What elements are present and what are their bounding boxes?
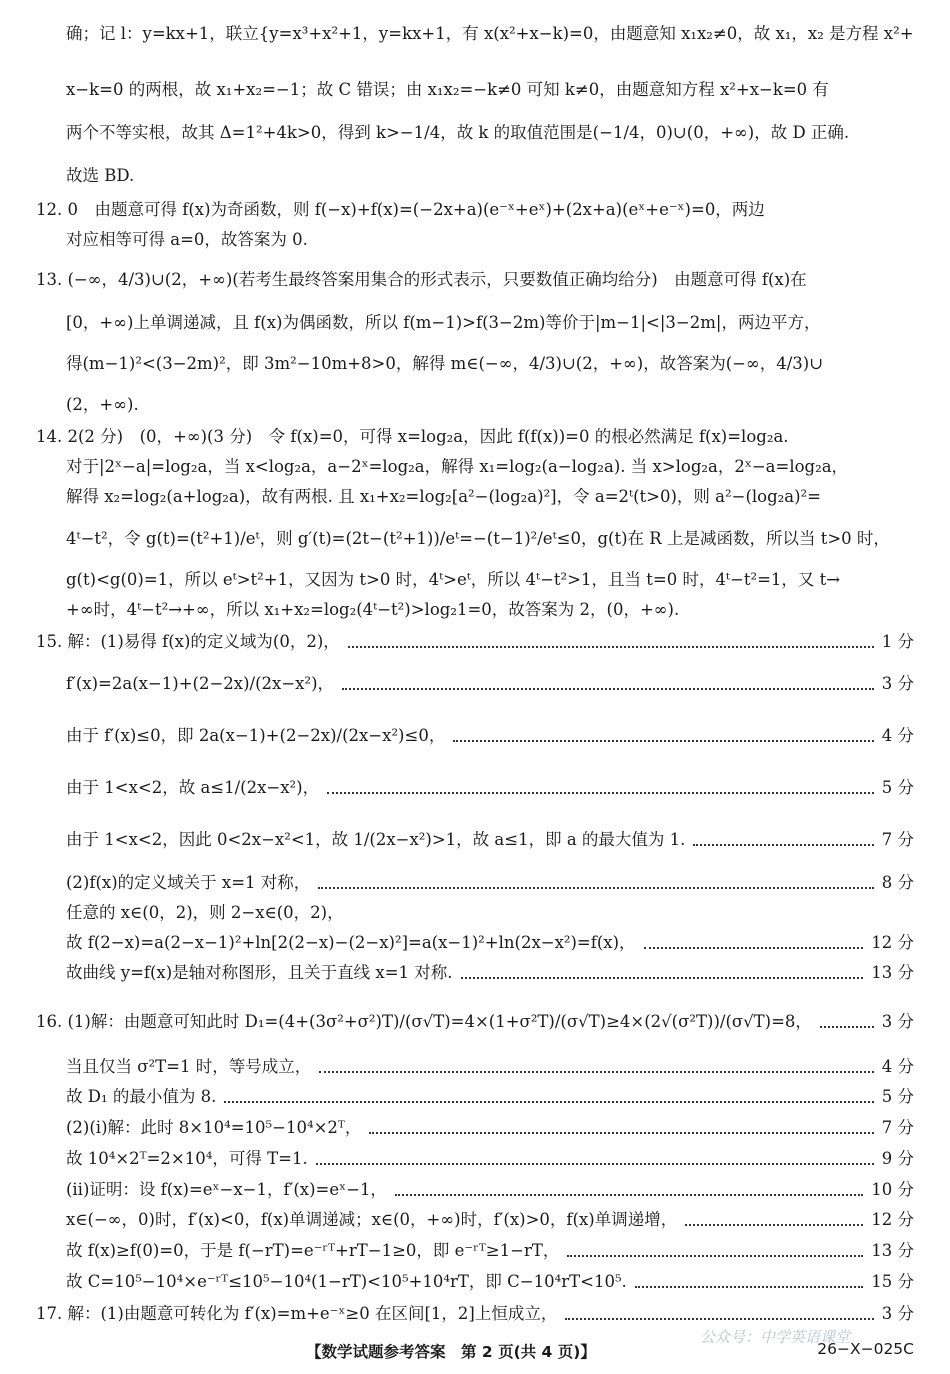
line-text: 得(m−1)²<(3−2m)²，即 3m²−10m+8>0，解得 m∈(−∞，4/3)∪(2，+∞)，故答案为(−∞，4/3)∪ (66, 354, 824, 373)
points-label: 5 分 (881, 778, 914, 797)
points-label: 7 分 (881, 1118, 914, 1137)
scored-step-line (66, 1116, 914, 1140)
line-text: 当且仅当 σ²T=1 时，等号成立， (66, 1057, 312, 1076)
points-label: 13 分 (871, 1241, 914, 1260)
points-label: 3 分 (881, 1304, 914, 1323)
text-line (66, 311, 914, 335)
points-label: 9 分 (881, 1149, 914, 1168)
line-text: 16. (1)解：由题意可知此时 D₁=(4+(3σ²+σ²)T)/(σ√T)=4×(1+σ²T)/(σ√T)≥4×(2√(σ²T))/(σ√T)=8， (36, 1012, 812, 1031)
leader-dots (461, 977, 864, 979)
line-text: 17. 解：(1)由题意可转化为 f′(x)=m+e⁻ˣ≥0 在区间[1，2]上恒成立， (36, 1304, 558, 1323)
points-label: 5 分 (881, 1087, 914, 1106)
scored-step-line (66, 931, 914, 955)
leader-dots (369, 1132, 873, 1134)
line-text: 故选 BD. (66, 166, 135, 185)
text-line (36, 198, 914, 222)
leader-dots (565, 1318, 873, 1320)
scored-step-line (66, 672, 914, 696)
points-label: 3 分 (881, 1012, 914, 1031)
text-line (36, 425, 914, 449)
line-text: (ⅱ)证明：设 f(x)=eˣ−x−1，f′(x)=eˣ−1， (66, 1180, 387, 1199)
line-text: 故 f(2−x)=a(2−x−1)²+ln[2(2−x)−(2−x)²]=a(x−1)²+ln(2x−x²)=f(x)， (66, 933, 636, 952)
scored-step-line (66, 776, 914, 800)
scored-step-line (66, 1147, 914, 1171)
points-label: 3 分 (881, 674, 914, 693)
points-label: 15 分 (871, 1272, 914, 1291)
text-line (66, 164, 914, 188)
text-line (66, 455, 914, 479)
text-line (66, 22, 914, 46)
line-text: +∞时，4ᵗ−t²→+∞，所以 x₁+x₂=log₂(4ᵗ−t²)>log₂1=0，故答案为 2，(0，+∞). (66, 600, 680, 619)
line-text: 由于 1<x<2，因此 0<2x−x²<1，故 1/(2x−x²)>1，故 a≤1，即 a 的最大值为 1. (66, 830, 686, 849)
leader-dots (318, 887, 873, 889)
line-text: 4ᵗ−t²，令 g(t)=(t²+1)/eᵗ，则 g′(t)=(2t−(t²+1))/eᵗ=−(t−1)²/eᵗ≤0，g(t)在 R 上是减函数，所以当 t>0 时， (66, 529, 890, 548)
leader-dots (348, 646, 874, 648)
scored-step-line (66, 828, 914, 852)
paper-code: 26−X−025C (817, 1340, 914, 1358)
line-text: 解得 x₂=log₂(a+log₂a)，故有两根. 且 x₁+x₂=log₂[a²−(log₂a)²]，令 a=2ᵗ(t>0)，则 a²−(log₂a)²= (66, 487, 821, 506)
scored-step-line (66, 871, 914, 895)
points-label: 10 分 (871, 1180, 914, 1199)
scored-step-line (36, 1010, 914, 1034)
line-text: 由于 1<x<2，故 a≤1/(2x−x²)， (66, 778, 320, 797)
line-text: x−k=0 的两根，故 x₁+x₂=−1；故 C 错误；由 x₁x₂=−k≠0 可知 k≠0，由题意知方程 x²+x−k=0 有 (66, 80, 829, 99)
scored-step-line (66, 1270, 914, 1294)
line-text: 14. 2(2 分) (0，+∞)(3 分) 令 f(x)=0，可得 x=log₂a，因此 f(f(x))=0 的根必然满足 f(x)=log₂a. (36, 427, 789, 446)
line-text: 对应相等可得 a=0，故答案为 0. (66, 230, 308, 249)
leader-dots (644, 947, 864, 949)
text-line (66, 228, 914, 252)
leader-dots (342, 688, 874, 690)
line-text: 15. 解：(1)易得 f(x)的定义域为(0，2)， (36, 632, 340, 651)
leader-dots (635, 1286, 863, 1288)
leader-dots (567, 1255, 863, 1257)
line-text: 故曲线 y=f(x)是轴对称图形，且关于直线 x=1 对称. (66, 963, 453, 982)
points-label: 8 分 (881, 873, 914, 892)
points-label: 1 分 (881, 632, 914, 651)
points-label: 13 分 (871, 963, 914, 982)
scored-step-line (66, 1208, 914, 1232)
line-text: (2，+∞). (66, 395, 139, 414)
text-line (66, 393, 914, 417)
text-line (66, 121, 914, 145)
leader-dots (693, 844, 873, 846)
text-line (66, 901, 914, 925)
scored-step-line (36, 1302, 914, 1326)
scored-step-line (66, 1055, 914, 1079)
text-line (66, 485, 914, 509)
leader-dots (319, 1071, 874, 1073)
leader-dots (820, 1026, 874, 1028)
text-line (66, 527, 914, 551)
scored-step-line (66, 961, 914, 985)
points-label: 4 分 (881, 726, 914, 745)
watermark: 公众号：中学英语课堂 (700, 1328, 851, 1346)
line-text: 故 10⁴×2ᵀ=2×10⁴，可得 T=1. (66, 1149, 308, 1168)
points-label: 7 分 (881, 830, 914, 849)
text-line (66, 78, 914, 102)
line-text: (2)(ⅰ)解：此时 8×10⁴=10⁵−10⁴×2ᵀ， (66, 1118, 362, 1137)
text-line (66, 352, 914, 376)
line-text: 故 f(x)≥f(0)=0，于是 f(−rT)=e⁻ʳᵀ+rT−1≥0，即 e⁻ʳᵀ≥1−rT， (66, 1241, 560, 1260)
footer-title: 【数学试题参考答案 第 2 页(共 4 页)】 (306, 1343, 596, 1361)
points-label: 12 分 (871, 1210, 914, 1229)
scored-step-line (66, 724, 914, 748)
line-text: 两个不等实根，故其 Δ=1²+4k>0，得到 k>−1/4，故 k 的取值范围是(−1/4，0)∪(0，+∞)，故 D 正确. (66, 123, 850, 142)
line-text: 13. (−∞，4/3)∪(2，+∞)(若考生最终答案用集合的形式表示，只要数值正确均给分) 由题意可得 f(x)在 (36, 270, 807, 289)
line-text: 故 D₁ 的最小值为 8. (66, 1087, 217, 1106)
scored-step-line (66, 1085, 914, 1109)
points-label: 12 分 (871, 933, 914, 952)
line-text: 对于|2ˣ−a|=log₂a，当 x<log₂a，a−2ˣ=log₂a，解得 x₁=log₂(a−log₂a). 当 x>log₂a，2ˣ−a=log₂a， (66, 457, 849, 476)
text-line (66, 568, 914, 592)
line-text: (2)f(x)的定义域关于 x=1 对称， (66, 873, 311, 892)
line-text: 故 C=10⁵−10⁴×e⁻ʳᵀ≤10⁵−10⁴(1−rT)<10⁵+10⁴rT，即 C−10⁴rT<10⁵. (66, 1272, 627, 1291)
line-text: 由于 f′(x)≤0，即 2a(x−1)+(2−2x)/(2x−x²)≤0， (66, 726, 446, 745)
line-text: g(t)<g(0)=1，所以 eᵗ>t²+1，又因为 t>0 时，4ᵗ>eᵗ，所以 4ᵗ−t²>1，且当 t=0 时，4ᵗ−t²=1，又 t→ (66, 570, 841, 589)
points-label: 4 分 (881, 1057, 914, 1076)
line-text: x∈(−∞，0)时，f′(x)<0，f(x)单调递减；x∈(0，+∞)时，f′(x)>0，f(x)单调递增， (66, 1210, 678, 1229)
leader-dots (685, 1224, 863, 1226)
leader-dots (395, 1194, 863, 1196)
line-text: 12. 0 由题意可得 f(x)为奇函数，则 f(−x)+f(x)=(−2x+a)(e⁻ˣ+eˣ)+(2x+a)(eˣ+e⁻ˣ)=0，两边 (36, 200, 765, 219)
line-text: [0，+∞)上单调递减，且 f(x)为偶函数，所以 f(m−1)>f(3−2m)等价于|m−1|<|3−2m|，两边平方， (66, 313, 821, 332)
line-text: f′(x)=2a(x−1)+(2−2x)/(2x−x²)， (66, 674, 335, 693)
text-line (66, 598, 914, 622)
leader-dots (316, 1163, 874, 1165)
scored-step-line (66, 1239, 914, 1263)
line-text: 确；记 l：y=kx+1，联立{y=x³+x²+1，y=kx+1，有 x(x²+x−k)=0，由题意知 x₁x₂≠0，故 x₁，x₂ 是方程 x²+ (66, 24, 914, 43)
leader-dots (224, 1101, 873, 1103)
leader-dots (453, 740, 873, 742)
leader-dots (327, 792, 874, 794)
line-text: 任意的 x∈(0，2)，则 2−x∈(0，2)， (66, 903, 344, 922)
scored-step-line (66, 1178, 914, 1202)
scored-step-line (36, 630, 914, 654)
text-line (36, 268, 914, 292)
